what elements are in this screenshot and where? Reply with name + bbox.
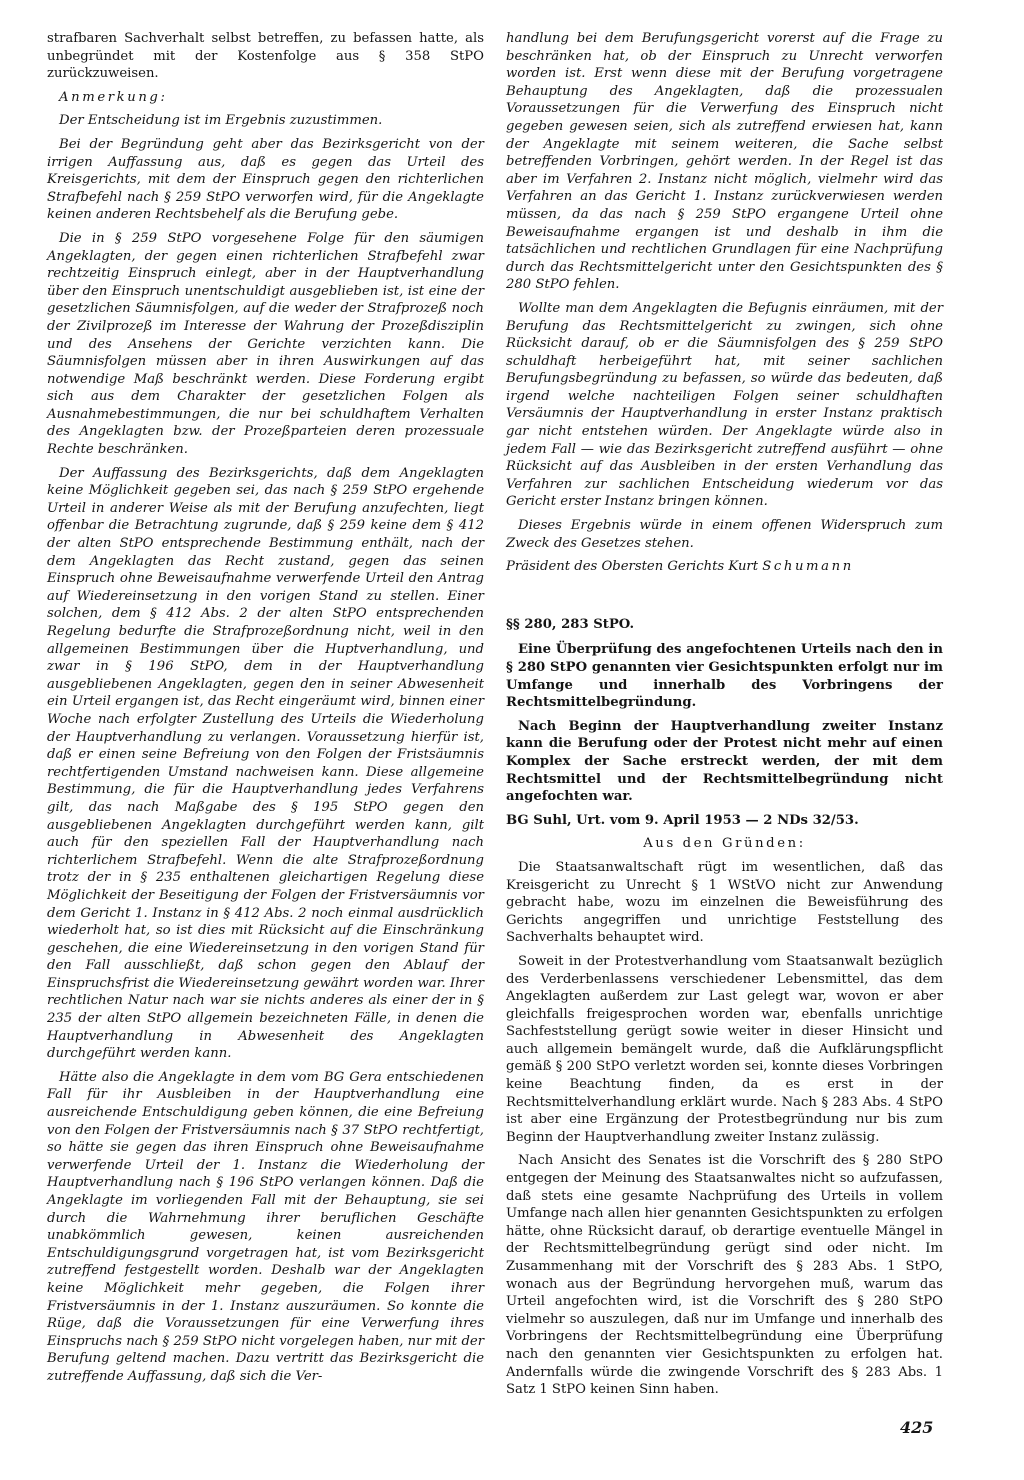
- paragraph: Hätte also die Angeklagte in dem vom BG Gera entschiedenen Fall für ihr Ausbleiben in der Hauptverhandlung eine ausreichende Entschuldigung geben können, die eine Befreiung von den Folgen der Fristversäumnis nach § 37 StPO rechtfertigt, so hätte sie gegen das ihren Einspruch ohne Beweisaufnahme verwerfende Urteil der 1. Instanz die Wiederholung der Hauptverhandlung nach § 196 StPO verlangen können. Daß die Angeklagte im vorliegenden Fall mit der Behauptung, sie sei durch die Wahrnehmung ihrer beruflichen Geschäfte unabkömmlich gewesen, keinen ausreichenden Entschuldigungsgrund vorgetragen hat, ist vom Bezirksgericht zutreffend festgestellt worden. Deshalb war der Angeklagten keine Möglichkeit mehr gegeben, die Folgen ihrer Fristversäumnis in der 1. Instanz auszuräumen. So konnte die Rüge, daß die Voraussetzungen für eine Verwerfung ihres Einspruchs nach § 259 StPO nicht vorgelegen haben, nur mit der Berufung geltend machen. Dazu vertritt das Bezirksgericht die zutreffende Auffassung, daß sich die Ver-: [47, 1069, 484, 1384]
- anmerkung-heading: Anmerkung:: [59, 89, 168, 105]
- paragraph: Wollte man dem Angeklagten die Befugnis einräumen, mit der Berufung das Rechtsmittelgericht zu zwingen, sich ohne Rücksicht darauf, ob er die Säumnisfolgen des § 259 StPO schuldhaft herbeigeführt hat, mit seiner sachlichen Berufungsbegründung zu befassen, so würde das bedeuten, daß irgend welche nachteiligen Folgen seiner schuldhaften Versäumnis der Hauptverhandlung in erster Instanz praktisch gar nicht entstehen würden. Der Angeklagte würde also in jedem Fall — wie das Bezirksgericht zutreffend ausführt — ohne Rücksicht auf das Ausbleiben in der ersten Verhandlung das Verfahren zur sachlichen Entscheidung wiederum vor das Gericht erster Instanz bringen können.: [506, 300, 943, 510]
- paragraph: Der Auffassung des Bezirksgerichts, daß dem Angeklagten keine Möglichkeit gegeben sei, das nach § 259 StPO ergehende Urteil in anderer Weise als mit der Berufung anzufechten, liegt offenbar die Betrachtung zugrunde, daß § 259 keine dem § 412 der alten StPO entsprechende Bestimmung enthält, nach der dem Angeklagten das Recht zustand, gegen das seinen Einspruch ohne Beweisaufnahme verwerfende Urteil den Antrag auf Wiedereinsetzung in den vorigen Stand zu stellen. Einer solchen, dem § 412 Abs. 2 der alten StPO entsprechenden Regelung bedurfte die Strafprozeßordnung nicht, weil in den allgemeinen Bestimmungen über die Huptverhandlung, und zwar in § 196 StPO, dem in der Hauptverhandlung ausgebliebenen Angeklagten, gegen den in seiner Abwesenheit ein Urteil ergangen ist, das Recht eingeräumt wird, binnen einer Woche nach erfolgter Zustellung des Urteils die Wiederholung der Hauptverhandlung zu verlangen. Voraussetzung hierfür ist, daß er einen seine Befreiung von den Folgen der Fristsäumnis rechtfertigenden Umstand nachweisen kann. Diese allgemeine Bestimmung, die für die Hauptverhandlung jedes Verfahrens gilt, das nach Maßgabe des § 195 StPO gegen den ausgebliebenen Angeklagten durchgeführt werden kann, gilt auch für den speziellen Fall der Hauptverhandlung nach richterlichem Strafbefehl. Wenn die alte Strafprozeßordnung trotz der in § 235 enthaltenen gleichartigen Regelung diese Möglichkeit der Beseitigung der Folgen der Fristversäumnis vor dem Gericht 1. Instanz in § 412 Abs. 2 noch einmal ausdrücklich wiederholt hat, so ist dies mit Rücksicht auf die Einschränkung geschehen, die eine Wiedereinsetzung in den vorigen Stand für den Fall ausschließt, daß schon gegen den Ablauf der Einspruchsfrist die Wiedereinsetzung gewährt worden war. Ihrer rechtlichen Natur nach war sie nichts anderes als einer der in § 235 der alten StPO allgemein bezeichneten Fälle, in denen die Hauptverhandlung in Abwesenheit des Angeklagten durchgeführt werden kann.: [47, 465, 484, 1062]
- page-number: 425: [900, 1418, 934, 1437]
- signature-name: Schumann: [762, 559, 854, 575]
- signature-prefix: Präsident des Obersten Gerichts Kurt: [506, 559, 759, 575]
- section-gap: [506, 582, 943, 604]
- paragraph: Dieses Ergebnis würde in einem offenen Widerspruch zum Zweck des Gesetzes stehen.: [506, 518, 943, 551]
- section-heading: §§ 280, 283 StPO.: [506, 616, 635, 632]
- paragraph: Die Staatsanwaltschaft rügt im wesentlichen, daß das Kreisgericht zu Unrecht § 1 WStVO nicht zur Anwendung gebracht habe, wozu im einzelnen die Beweisführung des Gerichts angegriffen und unrichtige Feststellung des Sachverhalts behauptet wird.: [506, 859, 943, 946]
- headnote: Eine Überprüfung des angefochtenen Urteils nach den in § 280 StPO genannten vier Gesichtspunkten erfolgt nur im Umfange und innerhalb des Vorbringens der Rechtsmittelbegründung.: [506, 642, 943, 711]
- paragraph: Soweit in der Protestverhandlung vom Staatsanwalt bezüglich des Verderbenlassens verschiedener Lebensmittel, das dem Angeklagten außerdem zur Last gelegt war, wovon er aber gleichfalls freigesprochen worden war, ebenfalls unrichtige Sachfeststellung gerügt sowie weiter in dieser Hinsicht und auch allgemein bemängelt wurde, daß die Aufklärungspflicht gemäß § 200 StPO verletzt worden sei, konnte dieses Vorbringen keine Beachtung finden, da es erst in der Rechtsmittelverhandlung erklärt wurde. Nach § 283 Abs. 4 StPO ist aber eine Ergänzung der Protestbegründung nur bis zum Beginn der Hauptverhandlung zweiter Instanz zulässig.: [506, 953, 943, 1145]
- right-column: [506, 30, 943, 1405]
- paragraph-intro: strafbaren Sachverhalt selbst betreffen, zu befassen hatte, als unbegründet mit der Kostenfolge aus § 358 StPO zurückzuweisen.: [47, 31, 484, 82]
- case-citation: BG Suhl, Urt. vom 9. April 1953 — 2 NDs 32/53.: [506, 812, 859, 828]
- paragraph: Die in § 259 StPO vorgesehene Folge für den säumigen Angeklagten, der gegen einen richterlichen Strafbefehl zwar rechtzeitig Einspruch einlegt, aber in der Hauptverhandlung über den Einspruch unentschuldigt ausgeblieben ist, ist eine der gesetzlichen Säumnisfolgen, auf die weder der Strafprozeß noch der Zivilprozeß im Interesse der Wahrung der Prozeßdisziplin und des Ansehens der Gerichte verzichten kann. Die Säumnisfolgen müssen aber in ihren Auswirkungen auf das notwendige Maß beschränkt werden. Diese Forderung ergibt sich aus dem Charakter der gesetzlichen Folgen als Ausnahmebestimmungen, die nur bei schuldhaftem Verhalten des Angeklagten bzw. der Prozeßparteien deren prozessuale Rechte beschränken.: [47, 230, 484, 458]
- paragraph: Nach Ansicht des Senates ist die Vorschrift des § 280 StPO entgegen der Meinung des Staatsanwaltes nicht so aufzufassen, daß stets eine gesamte Nachprüfung des Urteils in vollem Umfange nach allen hier genannten Gesichtspunkten zu erfolgen hätte, ohne Rücksicht darauf, ob derartige eventuelle Mängel in der Rechtsmittelbegründung gerügt sind oder nicht. Im Zusammenhang mit der Vorschrift des § 283 Abs. 1 StPO, wonach aus der Begründung hervorgehen muß, warum das Urteil angefochten wird, ist die Vorschrift des § 280 StPO vielmehr so auszulegen, daß nur im Umfange und innerhalb des Vorbringens der Rechtsmittelbegründung eine Überprüfung nach den genannten vier Gesichtspunkten zu erfolgen hat. Andernfalls würde die zwingende Vorschrift des § 283 Abs. 1 Satz 1 StPO keinen Sinn haben.: [506, 1153, 943, 1398]
- headnote: Nach Beginn der Hauptverhandlung zweiter Instanz kann die Berufung oder der Protest nicht mehr auf einen Komplex der Sache erstreckt werden, der mit dem Rechtsmittel und der Rechtsmittelbegründung nicht angefochten war.: [506, 718, 943, 805]
- paragraph: Der Entscheidung ist im Ergebnis zuzustimmen.: [59, 113, 383, 129]
- left-column: [47, 30, 484, 1392]
- signature-line: [506, 558, 943, 576]
- paragraph: Bei der Begründung geht aber das Bezirksgericht von der irrigen Auffassung aus, daß es gegen das Urteil des Kreisgerichts, mit dem der Einspruch gegen den richterlichen Strafbefehl nach § 259 StPO verworfen wird, für die Angeklagte keinen anderen Rechtsbehelf als die Berufung gebe.: [47, 136, 484, 223]
- paragraph-continued: handlung bei dem Berufungsgericht vorerst auf die Frage zu beschränken hat, ob der Einspruch zu Unrecht verworfen worden ist. Erst wenn diese mit der Berufung vorgetragene Behauptung des Angeklagten, daß die prozessualen Voraussetzungen für die Verwerfung des Einspruch nicht gegeben gewesen seien, sich als zutreffend erwiesen hat, kann der Angeklagte mit seinem weiteren, die Sache selbst betreffenden Vorbringen, gehört werden. In der Regel ist das aber im Verfahren 2. Instanz nicht möglich, vielmehr wird das Verfahren an das Gericht 1. Instanz zurückverwiesen werden müssen, da das nach § 259 StPO ergangene Urteil ohne Beweisaufnahme ergangen ist und deshalb in ihm die tatsächlichen und rechtlichen Grundlagen für eine Nachprüfung durch das Rechtsmittelgericht unter den Gesichtspunkten des § 280 StPO fehlen.: [506, 31, 943, 293]
- reasons-heading: Aus den Gründen:: [643, 836, 806, 852]
